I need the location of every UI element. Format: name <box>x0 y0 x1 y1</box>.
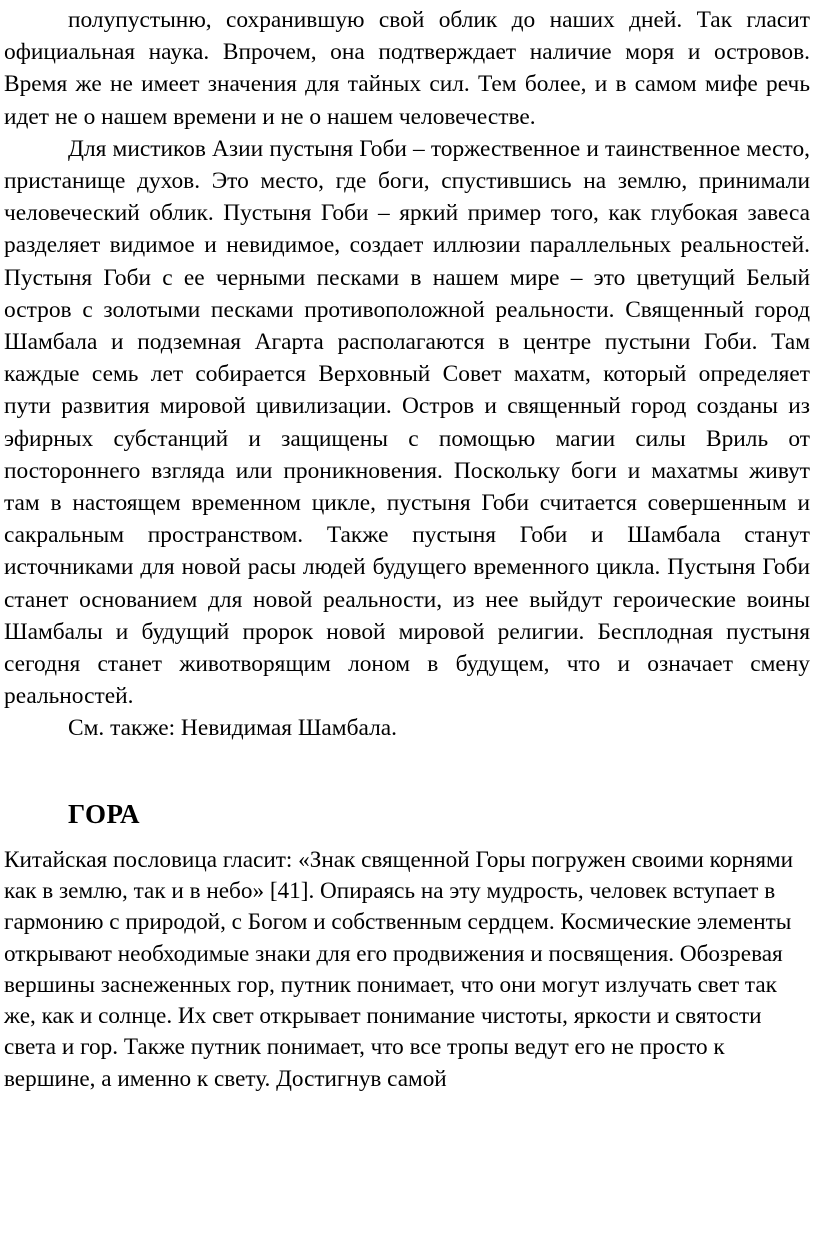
paragraph-continuation: полупустыню, сохранившую свой облик до наших дней. Так гласит официальная наука. Впрочем, она подтверждает наличие моря и островов. Время же не имеет значения для тайных сил. Тем более, и в самом мифе речь идет не о нашем времени и не о нашем человечестве. <box>4 7 810 130</box>
section-heading: ГОРА <box>68 798 141 829</box>
paragraph-mountain: Китайская пословица гласит: «Знак священной Горы погружен своими корнями как в землю, так и в небо» [41]. Опираясь на эту мудрость, человек вступает в гармонию с природой, с Богом и собственным сердцем. Космические элементы открывают необходимые знаки для его продвижения и посвящения. Обозревая вершины заснеженных гор, путник понимает, что они могут излучать свет так же, как и солнце. Их свет открывает понимание чистоты, яркости и святости света и гор. Также путник понимает, что все тропы ведут его не просто к вершине, а именно к свету. Достигнув самой <box>4 846 794 1092</box>
paragraph-gobi-mystics: Для мистиков Азии пустыня Гоби – торжественное и таинственное место, пристанище духов. Это место, где боги, спустившись на землю, принимали человеческий облик. Пустыня Гоби – яркий пример того, как глубокая завеса разделяет видимое и невидимое, создает иллюзии параллельных реальностей. Пустыня Гоби с ее черными песками в нашем мире – это цветущий Белый остров с золотыми песками противоположной реальности. Священный город Шамбала и подземная Агарта располагаются в центре пустыни Гоби. Там каждые семь лет собирается Верховный Совет махатм, который определяет пути развития мировой цивилизации. Остров и священный город созданы из эфирных субстанций и защищены с помощью магии силы Вриль от постороннего взгляда или проникновения. Поскольку боги и махатмы живут там в настоящем временном цикле, пустыня Гоби считается совершенным и сакральным пространством. Также пустыня Гоби и Шамбала станут источниками для новой расы людей будущего временного цикла. Пустыня Гоби станет основанием для новой реальности, из нее выйдут героические воины Шамбалы и будущий пророк новой мировой религии. Бесплодная пустыня сегодня станет животворящим лоном в будущем, что и означает смену реальностей. <box>4 135 810 710</box>
see-also-line: См. также: Невидимая Шамбала. <box>68 715 397 742</box>
